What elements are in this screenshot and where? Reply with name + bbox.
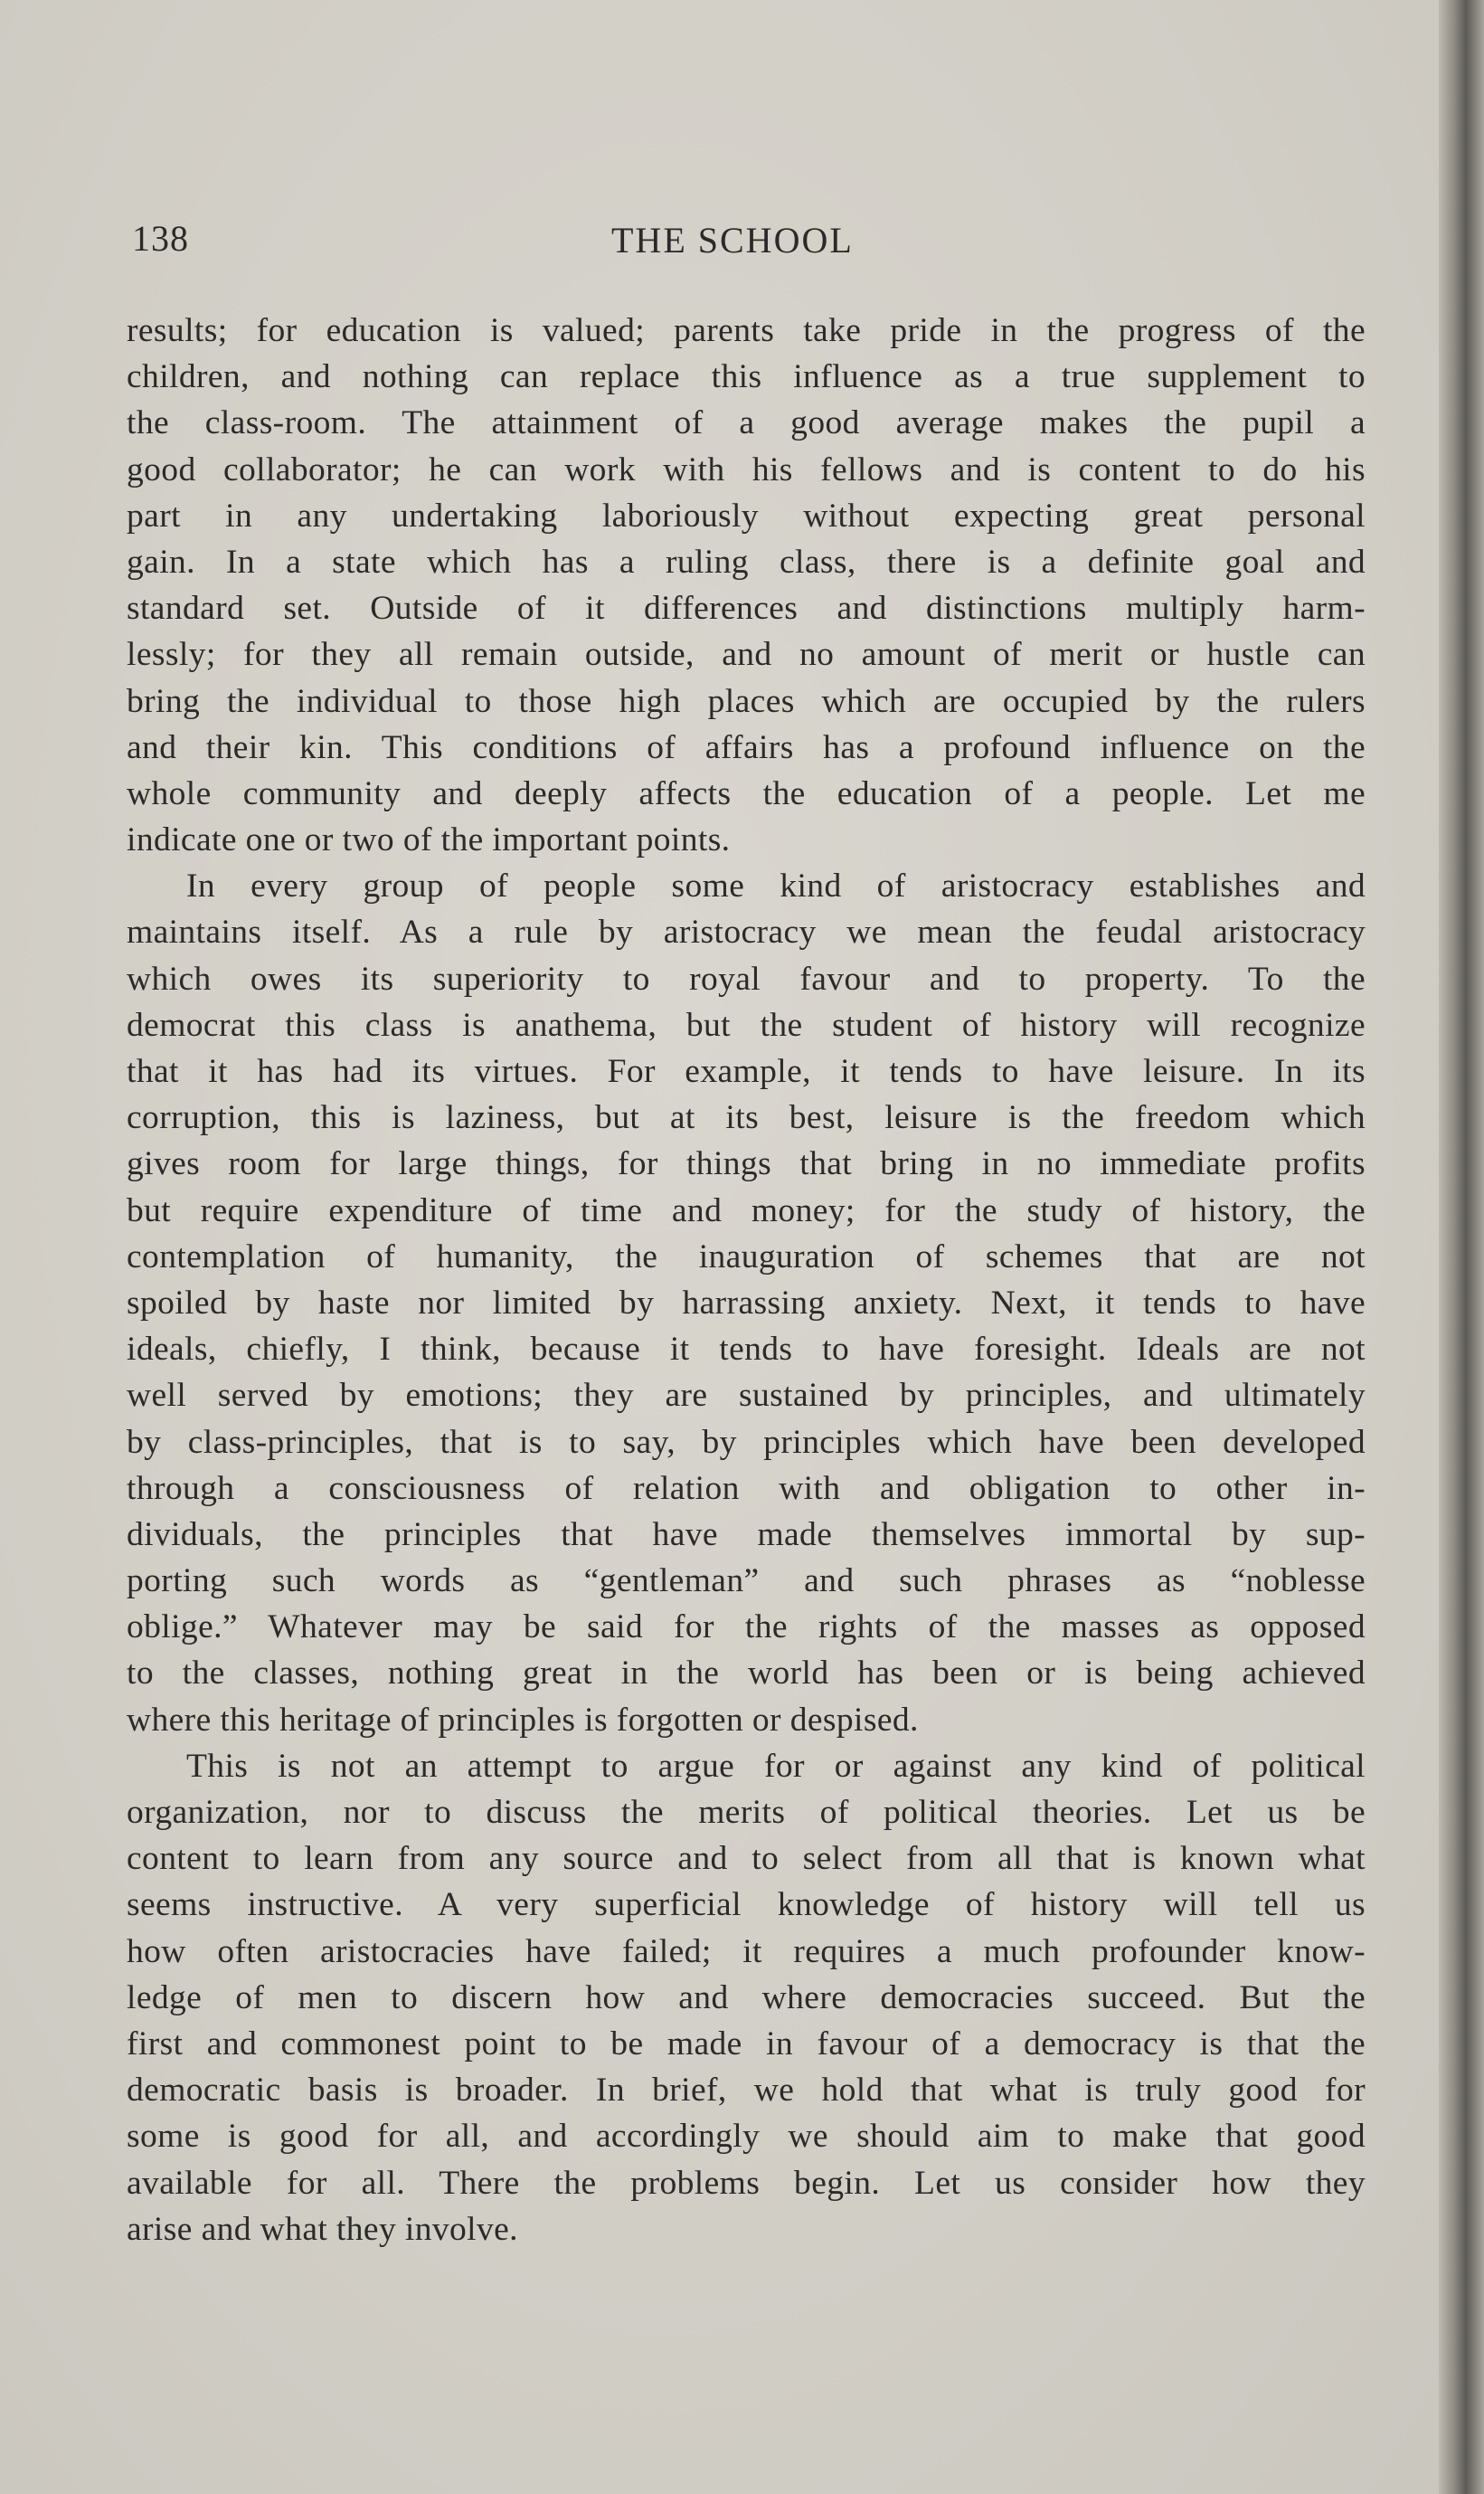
text-line: ideals, chiefly, I think, because it tends to have foresight. Ideals are not [127,1331,1366,1369]
text-line: children, and nothing can replace this influence as a true supplement to [127,358,1366,396]
text-line: the class-room. The attainment of a good average makes the pupil a [127,404,1366,442]
text-line: ledge of men to discern how and where democracies succeed. But the [127,1978,1366,2016]
text-line: some is good for all, and accordingly we should aim to make that good [127,2118,1366,2156]
text-line: seems instructive. A very superficial knowledge of history will tell us [127,1886,1366,1924]
text-line: by class-principles, that is to say, by principles which have been developed [127,1423,1366,1461]
body-text [127,308,1366,2252]
text-line: first and commonest point to be made in favour of a democracy is that the [127,2025,1366,2063]
text-line: and their kin. This conditions of affairs has a profound influence on the [127,728,1366,766]
text-line: but require expenditure of time and money; for the study of history, the [127,1191,1366,1229]
text-line: gain. In a state which has a ruling class, there is a definite goal and [127,543,1366,581]
text-line: part in any undertaking laboriously without expecting great personal [127,497,1366,535]
text-line: good collaborator; he can work with his fellows and is content to do his [127,450,1366,488]
text-line: democratic basis is broader. In brief, we hold that what is truly good for [127,2072,1366,2110]
text-line: organization, nor to discuss the merits of political theories. Let us be [127,1794,1366,1831]
text-line: lessly; for they all remain outside, and no amount of merit or hustle can [127,636,1366,674]
page-edge-shadow [1439,0,1484,2494]
text-line: standard set. Outside of it differences and distinctions multiply harm- [127,590,1366,628]
text-line: porting such words as “gentleman” and such phrases as “noblesse [127,1562,1366,1600]
paragraph-end-line: where this heritage of principles is forgotten or despised. [127,1701,919,1739]
text-line: dividuals, the principles that have made themselves immortal by sup- [127,1515,1366,1553]
text-line: spoiled by haste nor limited by harrassing anxiety. Next, it tends to have [127,1284,1366,1322]
running-head [132,217,1362,271]
paragraph-first-line: This is not an attempt to argue for or against any kind of political [186,1747,1366,1785]
paragraph-end-line: indicate one or two of the important points. [127,821,731,859]
text-line: whole community and deeply affects the education of a people. Let me [127,774,1366,812]
page-number: 138 [132,218,189,259]
text-line: maintains itself. As a rule by aristocracy we mean the feudal aristocracy [127,914,1366,952]
text-line: oblige.” Whatever may be said for the rights of the masses as opposed [127,1608,1366,1646]
text-line: bring the individual to those high places which are occupied by the rulers [127,682,1366,720]
text-line: available for all. There the problems begin. Let us consider how they [127,2164,1366,2202]
text-line: democrat this class is anathema, but the student of history will recognize [127,1006,1366,1044]
text-line: contemplation of humanity, the inauguration of schemes that are not [127,1238,1366,1275]
text-line: which owes its superiority to royal favour and to property. To the [127,960,1366,998]
text-line: corruption, this is laziness, but at its best, leisure is the freedom which [127,1099,1366,1137]
text-line: to the classes, nothing great in the world has been or is being achieved [127,1655,1366,1693]
text-line: content to learn from any source and to select from all that is known what [127,1840,1366,1878]
text-line: through a consciousness of relation with and obligation to other in- [127,1469,1366,1507]
text-line: gives room for large things, for things that bring in no immediate profits [127,1145,1366,1183]
text-line: how often aristocracies have failed; it requires a much profounder know- [127,1932,1366,1970]
paragraph-end-line: arise and what they involve. [127,2210,518,2248]
paragraph-first-line: In every group of people some kind of aristocracy establishes and [186,868,1366,906]
text-line: that it has had its virtues. For example, it tends to have leisure. In its [127,1053,1366,1090]
text-line: results; for education is valued; parents take pride in the progress of the [127,312,1366,349]
running-title: THE SCHOOL [611,220,854,261]
text-line: well served by emotions; they are sustained by principles, and ultimately [127,1377,1366,1415]
